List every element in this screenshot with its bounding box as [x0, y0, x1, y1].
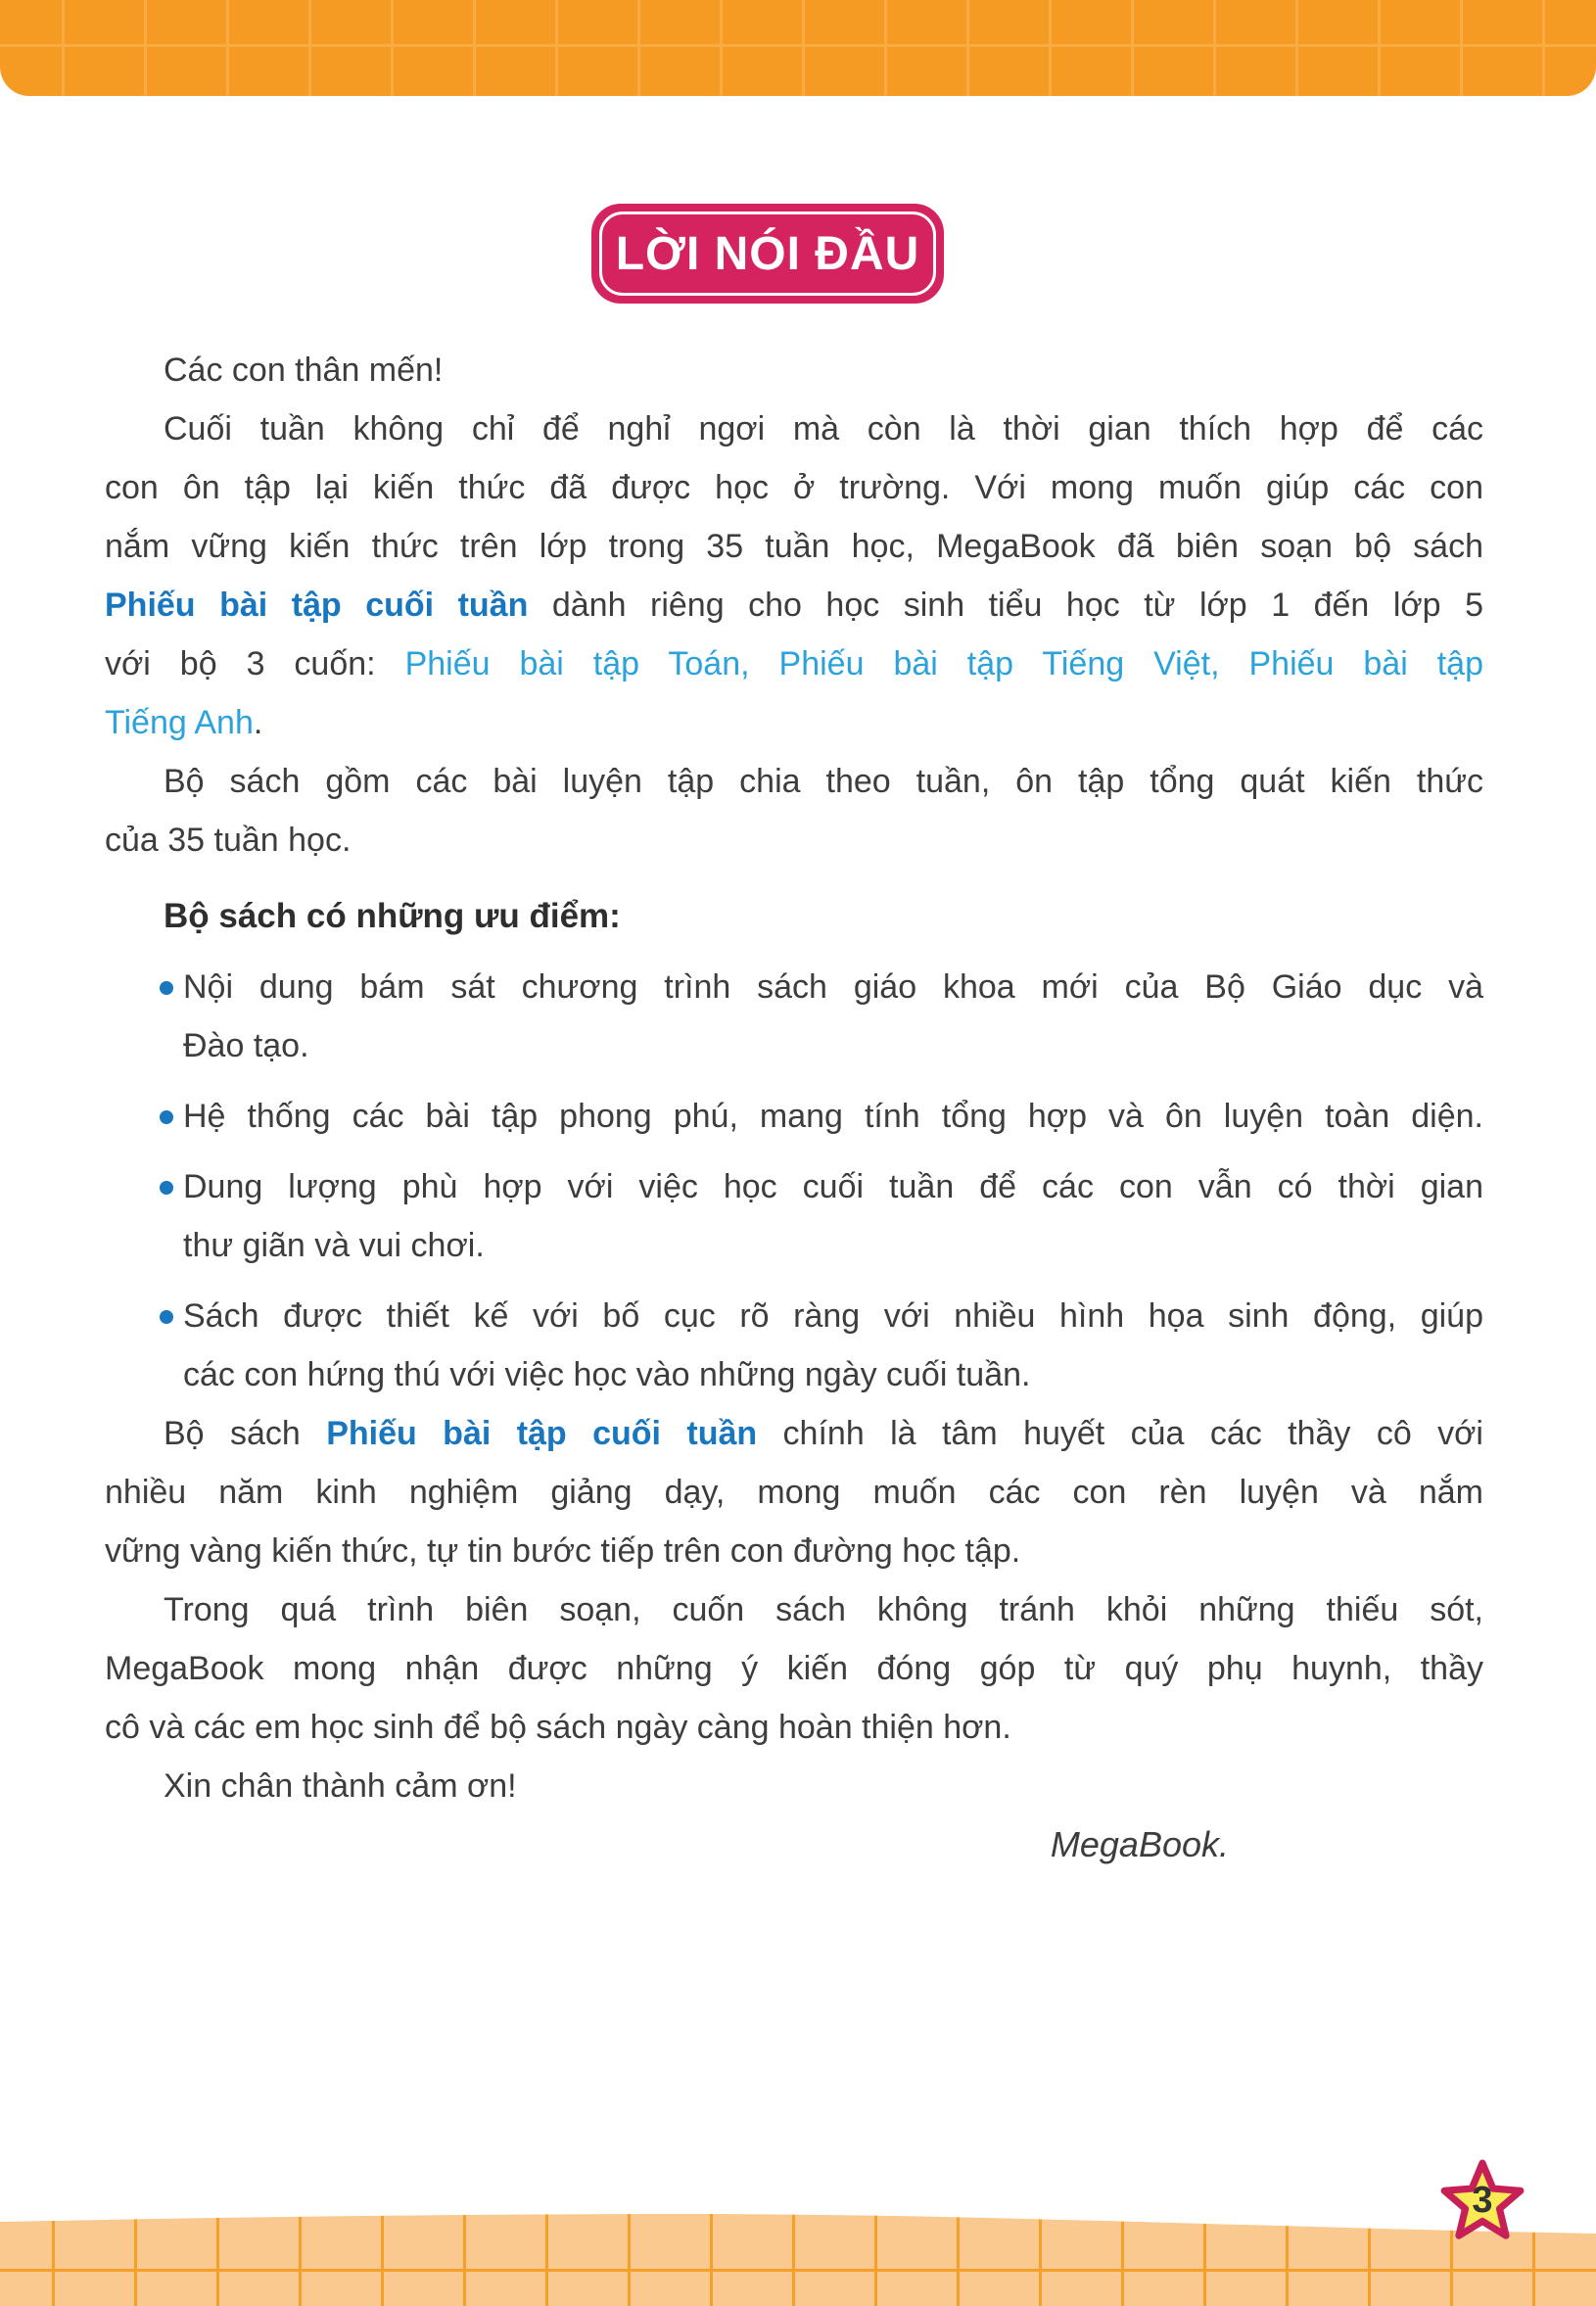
text-segment: nắm vững kiến thức trên lớp trong 35 tuần học, MegaBook đã biên soạn bộ sách	[105, 528, 1483, 565]
text-segment: Bộ sách	[164, 1415, 327, 1452]
signature-line	[105, 1815, 1483, 1874]
text-segment: Bộ sách có những ưu điểm:	[164, 897, 621, 935]
text-segment: con ôn tập lại kiến thức đã được học ở trường. Với mong muốn giúp các con	[105, 469, 1483, 506]
text-segment: Phiếu bài tập Toán, Phiếu bài tập Tiếng Việt, Phiếu bài tập	[404, 645, 1483, 682]
text-segment: Hệ thống các bài tập phong phú, mang tính tổng hợp và ôn luyện toàn diện.	[183, 1098, 1483, 1135]
text-segment: .	[253, 704, 263, 741]
text-line	[105, 1639, 1483, 1698]
text-line	[105, 400, 1483, 458]
text-segment: MegaBook mong nhận được những ý kiến đóng góp từ quý phụ huynh, thầy	[105, 1650, 1483, 1687]
text-line	[105, 1698, 1483, 1757]
text-line	[105, 811, 1483, 870]
text-line	[105, 1463, 1483, 1522]
body-text	[105, 341, 1483, 1815]
bullet-dot-icon	[160, 1181, 173, 1195]
text-segment: cô và các em học sinh để bộ sách ngày càng hoàn thiện hơn.	[105, 1709, 1011, 1746]
text-line	[105, 576, 1483, 635]
signature: MegaBook.	[1050, 1824, 1229, 1864]
title-badge-inner-border	[599, 212, 936, 296]
text-line	[105, 635, 1483, 693]
footer-wave-edge	[0, 2208, 1596, 2237]
page-title: LỜI NÓI ĐẦU	[615, 227, 920, 280]
text-segment: Phiếu bài tập cuối tuần	[105, 587, 529, 624]
text-line	[105, 1404, 1483, 1463]
text-segment: Nội dung bám sát chương trình sách giáo khoa mới của Bộ Giáo dục và	[183, 968, 1483, 1006]
text-line	[105, 517, 1483, 576]
text-line	[105, 1757, 1483, 1815]
text-segment: Cuối tuần không chỉ để nghỉ ngơi mà còn là thời gian thích hợp để các	[164, 410, 1483, 447]
text-segment: Sách được thiết kế với bố cục rõ ràng với nhiều hình họa sinh động, giúp	[183, 1297, 1483, 1335]
text-segment: Trong quá trình biên soạn, cuốn sách không tránh khỏi những thiếu sót,	[164, 1591, 1483, 1628]
text-line	[105, 1216, 1483, 1275]
text-segment: Phiếu bài tập cuối tuần	[326, 1415, 758, 1452]
text-line	[105, 1287, 1483, 1345]
text-line	[105, 1345, 1483, 1404]
text-line	[105, 341, 1483, 400]
text-segment: Xin chân thành cảm ơn!	[164, 1767, 517, 1805]
text-segment: vững vàng kiến thức, tự tin bước tiếp trên con đường học tập.	[105, 1532, 1021, 1570]
text-line	[105, 1087, 1483, 1146]
text-segment: dành riêng cho học sinh tiểu học từ lớp 1 đến lớp 5	[528, 587, 1483, 624]
text-line	[105, 958, 1483, 1016]
text-line	[105, 1157, 1483, 1216]
text-segment: nhiều năm kinh nghiệm giảng dạy, mong muốn các con rèn luyện và nắm	[105, 1474, 1483, 1511]
text-line	[105, 1522, 1483, 1580]
text-line	[105, 887, 1483, 946]
footer-band	[0, 2208, 1596, 2306]
text-segment: Tiếng Anh	[105, 704, 254, 741]
text-line	[105, 1580, 1483, 1639]
text-segment: Dung lượng phù hợp với việc học cuối tuần để các con vẫn có thời gian	[183, 1168, 1483, 1205]
bullet-dot-icon	[160, 1110, 173, 1124]
bullet-dot-icon	[160, 1310, 173, 1324]
text-segment: của 35 tuần học.	[105, 822, 352, 859]
text-line	[105, 458, 1483, 517]
text-segment: các con hứng thú với việc học vào những ngày cuối tuần.	[183, 1356, 1031, 1393]
text-line	[105, 752, 1483, 811]
header-band	[0, 0, 1596, 96]
text-segment: Bộ sách gồm các bài luyện tập chia theo tuần, ôn tập tổng quát kiến thức	[164, 763, 1483, 800]
page-number-star	[1439, 2158, 1529, 2252]
text-segment: thư giãn và vui chơi.	[183, 1227, 485, 1264]
text-segment: Đào tạo.	[183, 1027, 309, 1064]
text-segment: với bộ 3 cuốn:	[105, 645, 405, 682]
text-segment: Các con thân mến!	[164, 352, 444, 389]
page-number: 3	[1472, 2180, 1493, 2221]
bullet-dot-icon	[160, 981, 173, 995]
text-line	[105, 693, 1483, 752]
title-badge	[591, 204, 944, 304]
text-segment: chính là tâm huyết của các thầy cô với	[757, 1415, 1483, 1452]
text-line	[105, 1016, 1483, 1075]
